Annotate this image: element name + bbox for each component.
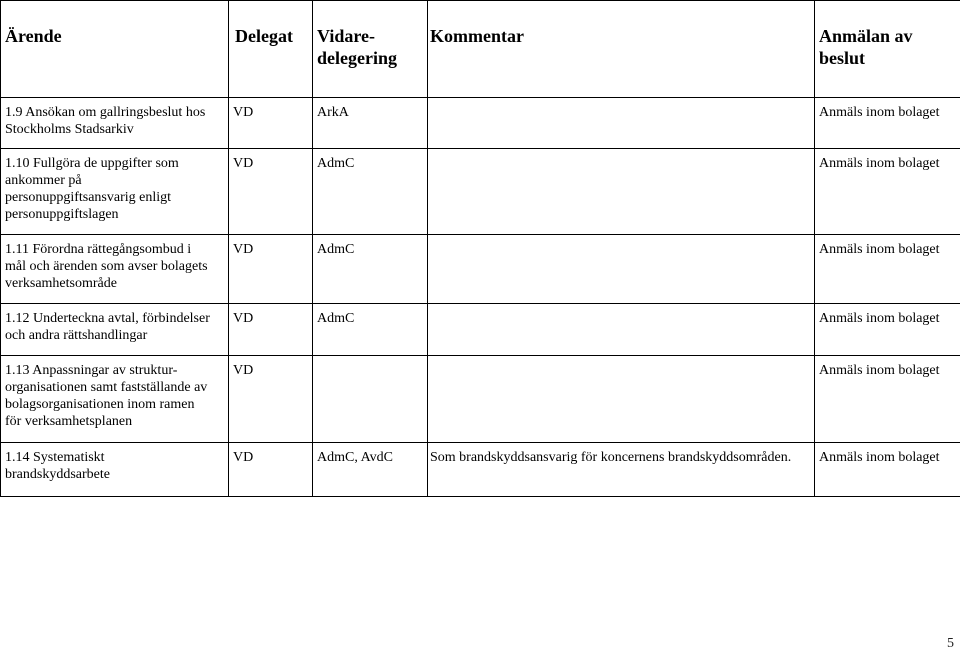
delegat-value: VD: [233, 311, 254, 327]
cell-arende: [1, 304, 229, 356]
arende-line: för verksamhetsplanen: [5, 414, 133, 430]
anmalan-value: Anmäls inom bolaget: [819, 311, 940, 327]
header-delegat-label: Delegat: [235, 26, 293, 46]
header-vidaredelegering-line-1: Vidare-: [317, 26, 375, 46]
arende-line: organisationen samt fastställande av: [5, 380, 208, 396]
cell-delegat: [229, 98, 313, 148]
anmalan-value: Anmäls inom bolaget: [819, 155, 940, 171]
arende-line: 1.13 Anpassningar av struktur-: [5, 363, 178, 379]
cell-vidaredelegering: [313, 148, 428, 234]
cell-delegat: [229, 442, 313, 496]
arende-line: 1.11 Förordna rättegångsombud i: [5, 241, 192, 257]
table-row: [1, 148, 960, 234]
header-arende-label: Ärende: [5, 26, 62, 46]
table-row: [1, 98, 960, 148]
table-row: [1, 304, 960, 356]
table-row: [1, 356, 960, 442]
arende-line: 1.14 Systematiskt: [5, 449, 105, 465]
header-kommentar-label: Kommentar: [430, 26, 524, 46]
cell-kommentar: [428, 356, 815, 442]
cell-anmalan: [815, 98, 960, 148]
table-row: [1, 234, 960, 303]
arende-line: ankommer på: [5, 172, 82, 188]
cell-arende: [1, 234, 229, 303]
anmalan-value: Anmäls inom bolaget: [819, 105, 940, 121]
header-anmalan-line-1: Anmälan av: [819, 26, 913, 46]
cell-kommentar: [428, 234, 815, 303]
delegat-value: VD: [233, 105, 254, 121]
arende-line: 1.10 Fullgöra de uppgifter som: [5, 155, 179, 171]
vidaredelegering-value: AdmC: [317, 311, 355, 327]
cell-delegat: [229, 356, 313, 442]
arende-line: Stockholms Stadsarkiv: [5, 122, 134, 138]
anmalan-value: Anmäls inom bolaget: [819, 449, 940, 465]
arende-line: personuppgiftslagen: [5, 206, 119, 222]
cell-kommentar: [428, 148, 815, 234]
arende-line: mål och ärenden som avser bolagets: [5, 258, 208, 274]
cell-kommentar: [428, 304, 815, 356]
cell-arende: [1, 148, 229, 234]
cell-anmalan: [815, 442, 960, 496]
cell-arende: [1, 356, 229, 442]
anmalan-value: Anmäls inom bolaget: [819, 241, 940, 257]
arende-line: 1.9 Ansökan om gallringsbeslut hos: [5, 105, 206, 121]
table-row: [1, 442, 960, 496]
header-anmalan-line-2: beslut: [819, 48, 866, 68]
page-number: 5: [947, 636, 954, 651]
cell-arende: [1, 98, 229, 148]
cell-anmalan: [815, 356, 960, 442]
cell-anmalan: [815, 234, 960, 303]
cell-delegat: [229, 304, 313, 356]
arende-line: och andra rättshandlingar: [5, 328, 148, 344]
cell-anmalan: [815, 304, 960, 356]
cell-delegat: [229, 234, 313, 303]
cell-delegat: [229, 148, 313, 234]
cell-vidaredelegering: [313, 98, 428, 148]
anmalan-value: Anmäls inom bolaget: [819, 363, 940, 379]
cell-anmalan: [815, 148, 960, 234]
delegat-value: VD: [233, 363, 254, 379]
vidaredelegering-value: AdmC: [317, 241, 355, 257]
cell-vidaredelegering: [313, 356, 428, 442]
header-kommentar: [428, 1, 815, 98]
arende-line: bolagsorganisationen inom ramen: [5, 397, 195, 413]
vidaredelegering-value: ArkA: [317, 105, 349, 121]
delegat-value: VD: [233, 155, 254, 171]
header-arende: [1, 1, 229, 98]
arende-line: 1.12 Underteckna avtal, förbindelser: [5, 311, 210, 327]
arende-line: brandskyddsarbete: [5, 466, 110, 482]
header-anmalan: [815, 1, 960, 98]
cell-vidaredelegering: [313, 234, 428, 303]
table-header-row: [1, 1, 960, 98]
cell-arende: [1, 442, 229, 496]
kommentar-value: Som brandskyddsansvarig för koncernens brandskyddsområden.: [430, 449, 792, 465]
delegat-value: VD: [233, 241, 254, 257]
vidaredelegering-value: AdmC, AvdC: [317, 449, 393, 465]
delegat-value: VD: [233, 449, 254, 465]
cell-kommentar: [428, 98, 815, 148]
header-delegat: [229, 1, 313, 98]
vidaredelegering-value: AdmC: [317, 155, 355, 171]
header-vidaredelegering: [313, 1, 428, 98]
arende-line: verksamhetsområde: [5, 275, 117, 291]
cell-vidaredelegering: [313, 304, 428, 356]
cell-kommentar: [428, 442, 815, 496]
arende-line: personuppgiftsansvarig enligt: [5, 189, 172, 205]
cell-vidaredelegering: [313, 442, 428, 496]
header-vidaredelegering-line-2: delegering: [317, 48, 397, 68]
